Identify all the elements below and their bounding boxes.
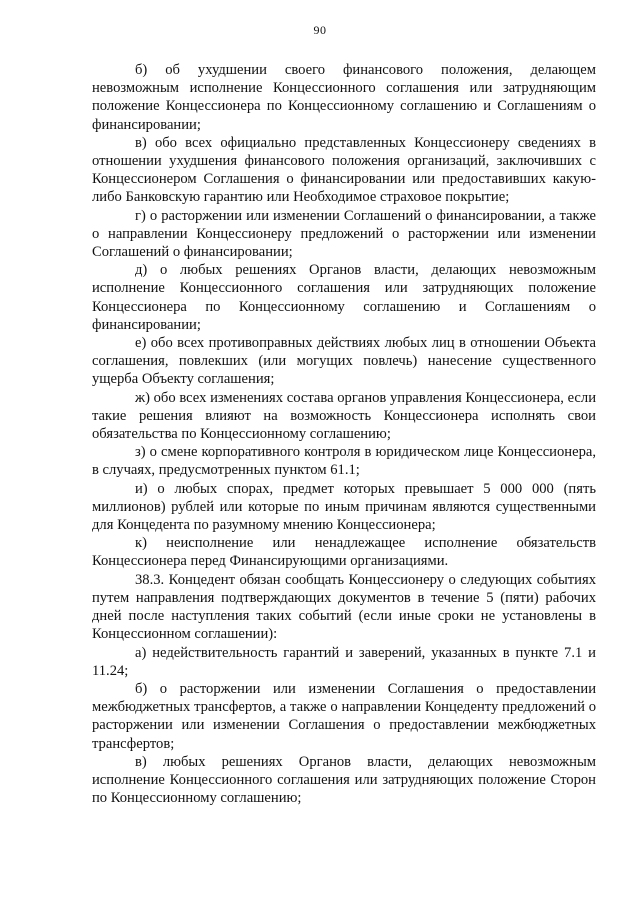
paragraph-v-authority-decisions: в) любых решениях Органов власти, делающих невозможным исполнение Концессионного соглашения или затрудняющих положение Сторон по Концессионному соглашению; [92,753,596,807]
paragraph-z-corporate-control: з) о смене корпоративного контроля в юридическом лице Концессионера, в случаях, предусмотренных пунктом 61.1; [92,444,596,479]
paragraph-a-guarantees: а) недействительность гарантий и заверений, указанных в пункте 7.1 и 11.24; [92,644,596,679]
paragraph-g-financing-agreements: г) о расторжении или изменении Соглашений о финансировании, а также о направлении Концессионеру предложений о расторжении или изменении Соглашений о финансировании; [92,207,596,261]
page-number: 90 [313,23,327,37]
paragraph-b-interbudget-transfers: б) о расторжении или изменении Соглашения о предоставлении межбюджетных трансфертов, а также о направлении Концеденту предложений о расторжении или изменении Соглашения о предоставлении межбюджетных трансфертов; [92,680,596,752]
paragraph-b-financial-position: б) об ухудшении своего финансового положения, делающем невозможным исполнение Концессионного соглашения или затрудняющим положение Концессионера по Концессионному соглашению и Соглашениям о финансировании; [92,62,596,133]
document-body [92,61,596,807]
paragraph-k-obligations: к) неисполнение или ненадлежащее исполнение обязательств Концессионера перед Финансирующими организациями. [92,535,596,570]
paragraph-zh-management-changes: ж) обо всех изменениях состава органов управления Концессионера, если такие решения влияют на возможность Концессионера исполнять свои обязательства по Концессионному соглашению; [92,389,596,443]
paragraph-e-unlawful-actions: е) обо всех противоправных действиях любых лиц в отношении Объекта соглашения, повлекших (или могущих повлечь) нанесение существенного ущерба Объекту соглашения; [92,335,596,388]
paragraph-d-authority-decisions: д) о любых решениях Органов власти, делающих невозможным исполнение Концессионного соглашения или затрудняющих положение Концессионера по Концессионному соглашению и Соглашениям о финансировании; [92,262,596,333]
clause-38-3: 38.3. Концедент обязан сообщать Концессионеру о следующих событиях путем направления подтверждающих документов в течение 5 (пяти) рабочих дней после наступления таких событий (если иные сроки не установлены в Концессионном соглашении): [92,571,596,643]
paragraph-v-financial-information: в) обо всех официально представленных Концессионеру сведениях в отношении ухудшения финансового положения организаций, заключивших с Концессионером Соглашения о финансировании или предоставивших какую-либо Банковскую гарантию или Необходимое страховое покрытие; [92,134,596,206]
paragraph-i-disputes: и) о любых спорах, предмет которых превышает 5 000 000 (пять миллионов) рублей или которые по иным причинам являются существенными для Концедента по разумному мнению Концессионера; [92,480,596,534]
